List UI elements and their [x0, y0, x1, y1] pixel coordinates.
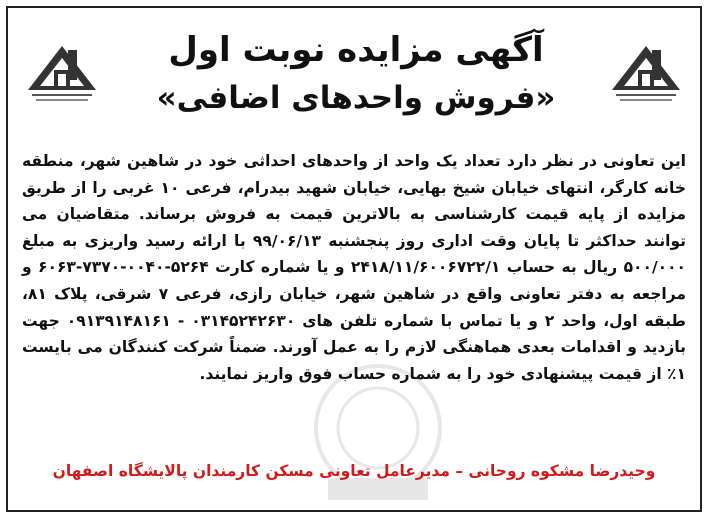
notice-signature: وحیدرضا مشکوه روحانی – مدیرعامل تعاونی مسکن کارمندان پالایشگاه اصفهان: [52, 462, 656, 480]
notice-title: آگهی مزایده نوبت اول: [168, 30, 544, 70]
notice-body: این تعاونی در نظر دارد تعداد یک واحد از واحدهای احداثی خود در شاهین شهر، منطقه خانه کارگر، انتهای خیابان شیخ بهایی، خیابان شهید بیدرام، فرعی ۱۰ غربی را از طریق مزایده از پایه قیمت کارشناسی به بالاترین قیمت به فروش برساند. متقاضیان می توانند حداکثر تا پایان وقت اداری روز پنجشنبه ۹۹/۰۶/۱۳ با ارائه رسید واریزی به مبلغ ۵۰۰/۰۰۰ ریال به حساب ۲۴۱۸/۱۱/۶۰۰۶۷۲۲/۱ و یا شماره کارت ۵۲۶۴-۰۰۴۰-۷۳۷۰-۶۰۶۳ و مراجعه به دفتر تعاونی واقع در شاهین شهر، خیابان رازی، فرعی ۷ شرقی، پلاک ۸۱، طبقه اول، واحد ۲ و یا تماس با شماره تلفن های ۰۳۱۴۵۲۴۲۶۳۰ - ۰۹۱۳۹۱۴۸۱۶۱ جهت بازدید و اقدامات بعدی هماهنگی لازم را به عمل آورند. ضمناً شرکت کنندگان می بایست ۱٪ از قیمت پیشنهادی خود را به شماره حساب فوق واریز نمایند.: [22, 152, 687, 383]
notice-subtitle: «فروش واحدهای اضافی»: [156, 80, 556, 116]
notice-frame: [6, 6, 702, 512]
cooperative-emblem-icon: [606, 40, 686, 110]
cooperative-emblem-icon: [22, 40, 102, 110]
